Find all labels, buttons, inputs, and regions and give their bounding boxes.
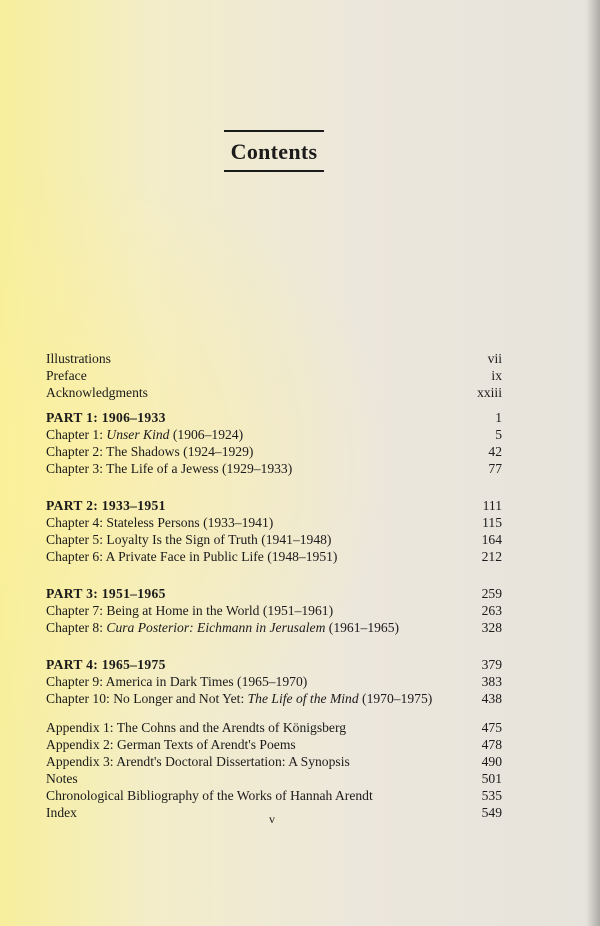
toc-entry-page: xxiii xyxy=(477,385,502,400)
toc-chapter-page: 328 xyxy=(481,620,502,635)
section-gap xyxy=(46,707,502,719)
toc-chapter-page: 5 xyxy=(495,427,502,442)
entry-title-text: Chapter 8: xyxy=(46,620,107,635)
page-title: Contents xyxy=(230,139,318,164)
toc-entry-page: 475 xyxy=(481,720,502,735)
toc-chapter xyxy=(46,690,502,707)
toc-entry-page: 535 xyxy=(481,788,502,803)
toc-entry xyxy=(46,719,502,736)
entry-title-text: Chapter 4: Stateless Persons (1933–1941) xyxy=(46,515,274,530)
toc-chapter-title xyxy=(46,673,307,690)
toc-chapter-page: 164 xyxy=(481,532,502,547)
toc-entry xyxy=(46,753,502,770)
toc-part-heading xyxy=(46,409,502,426)
entry-title-text: (1906–1924) xyxy=(169,427,244,442)
toc-chapter-title xyxy=(46,426,243,443)
toc-chapter xyxy=(46,426,502,443)
entry-title-italic: Unser Kind xyxy=(106,427,170,442)
entry-title-italic: Cura Posterior: Eichmann in Jerusalem xyxy=(106,620,326,635)
toc-chapter xyxy=(46,602,502,619)
entry-title-italic: The Life of the Mind xyxy=(247,691,359,706)
toc-entry-title: Index xyxy=(46,805,77,820)
entry-title-text: Chapter 9: America in Dark Times (1965–1970) xyxy=(46,674,308,689)
entry-title-text: Chapter 3: The Life of a Jewess (1929–1933) xyxy=(46,461,293,476)
toc-chapter-title xyxy=(46,619,399,636)
toc-part-heading-page: 259 xyxy=(481,586,502,601)
toc-chapter xyxy=(46,673,502,690)
toc-chapter-title xyxy=(46,514,273,531)
toc-entry-page: ix xyxy=(491,368,502,383)
toc-chapter-title xyxy=(46,602,333,619)
toc-chapter xyxy=(46,514,502,531)
toc-entry-page: 501 xyxy=(481,771,502,786)
toc-entry xyxy=(46,367,502,384)
toc-entry-title: Appendix 3: Arendt's Doctoral Dissertation: A Synopsis xyxy=(46,754,350,769)
page-edge-shadow xyxy=(586,0,600,926)
entry-title-text: Chapter 1: xyxy=(46,427,107,442)
toc-chapter-page: 77 xyxy=(488,461,502,476)
toc-part-heading-title: PART 3: 1951–1965 xyxy=(46,586,166,601)
toc-chapter-title xyxy=(46,531,331,548)
toc-entry-title: Chronological Bibliography of the Works of Hannah Arendt xyxy=(46,788,373,803)
section-gap xyxy=(46,636,502,656)
entry-title-text: Chapter 6: A Private Face in Public Life (1948–1951) xyxy=(46,549,338,564)
entry-title-text: Chapter 10: No Longer and Not Yet: xyxy=(46,691,248,706)
toc-chapter-page: 383 xyxy=(481,674,502,689)
toc-entry-title: Appendix 2: German Texts of Arendt's Poems xyxy=(46,737,296,752)
toc-chapter-title xyxy=(46,548,337,565)
toc-chapter xyxy=(46,443,502,460)
entry-title-text: Chapter 2: The Shadows (1924–1929) xyxy=(46,444,254,459)
title-block xyxy=(224,130,324,172)
toc-entry-title: Illustrations xyxy=(46,351,111,366)
toc-part-heading-page: 379 xyxy=(481,657,502,672)
toc-entry-page: vii xyxy=(487,351,502,366)
toc-chapter-page: 115 xyxy=(482,515,502,530)
toc-part-heading-title: PART 4: 1965–1975 xyxy=(46,657,166,672)
table-of-contents xyxy=(46,350,502,821)
section-gap xyxy=(46,477,502,497)
toc-entry xyxy=(46,787,502,804)
page-number: v xyxy=(269,812,275,826)
toc-entry-title: Acknowledgments xyxy=(46,385,148,400)
toc-chapter-title xyxy=(46,443,253,460)
section-gap xyxy=(46,565,502,585)
toc-entry xyxy=(46,736,502,753)
section-gap xyxy=(46,401,502,409)
toc-chapter xyxy=(46,548,502,565)
toc-entry-page: 549 xyxy=(481,805,502,820)
toc-part-heading xyxy=(46,497,502,514)
toc-entry-page: 478 xyxy=(481,737,502,752)
toc-entry xyxy=(46,350,502,367)
toc-chapter-page: 263 xyxy=(481,603,502,618)
toc-chapter-title xyxy=(46,460,292,477)
entry-title-text: (1970–1975) xyxy=(358,691,433,706)
toc-chapter-title xyxy=(46,690,432,707)
toc-entry xyxy=(46,770,502,787)
toc-chapter xyxy=(46,531,502,548)
toc-part-heading xyxy=(46,585,502,602)
entry-title-text: Chapter 5: Loyalty Is the Sign of Truth (1941–1948) xyxy=(46,532,332,547)
toc-part-heading-page: 111 xyxy=(482,498,502,513)
toc-chapter-page: 212 xyxy=(481,549,502,564)
toc-entry xyxy=(46,384,502,401)
toc-chapter xyxy=(46,619,502,636)
toc-part-heading-title: PART 2: 1933–1951 xyxy=(46,498,166,513)
entry-title-text: Chapter 7: Being at Home in the World (1951–1961) xyxy=(46,603,334,618)
toc-entry-title: Appendix 1: The Cohns and the Arendts of Königsberg xyxy=(46,720,347,735)
toc-part-heading xyxy=(46,656,502,673)
toc-part-heading-title: PART 1: 1906–1933 xyxy=(46,410,166,425)
entry-title-text: (1961–1965) xyxy=(325,620,400,635)
title-rule-bottom xyxy=(224,170,324,172)
toc-entry-title: Preface xyxy=(46,368,87,383)
toc-entry-title: Notes xyxy=(46,771,78,786)
toc-chapter-page: 438 xyxy=(481,691,502,706)
toc-chapter xyxy=(46,460,502,477)
toc-part-heading-page: 1 xyxy=(495,410,502,425)
toc-entry-page: 490 xyxy=(481,754,502,769)
toc-chapter-page: 42 xyxy=(488,444,502,459)
